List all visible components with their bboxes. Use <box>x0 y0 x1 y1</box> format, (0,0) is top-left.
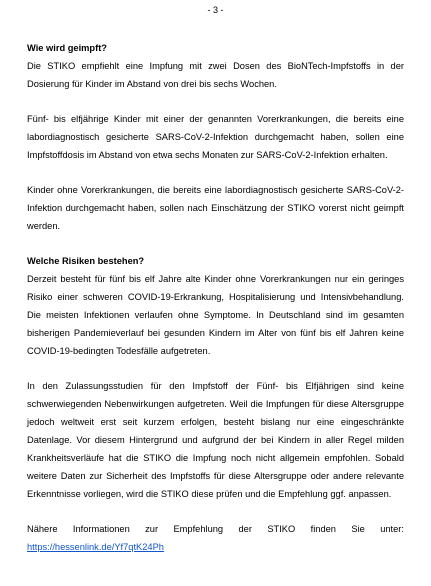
section-heading-vaccination: Wie wird geimpft? <box>27 43 107 53</box>
paragraph: Die STIKO empfiehlt eine Impfung mit zwei Dosen des BioNTech-Impfstoffs in der Dosierung für Kinder im Abstand von drei bis sechs Wochen. <box>27 61 404 89</box>
page-number: - 3 - <box>207 5 224 15</box>
paragraph: Kinder ohne Vorerkrankungen, die bereits eine labordiagnostisch gesicherte SARS-CoV-2-Infektion durchgemacht haben, sollen nach Einschätzung der STIKO vorerst nicht geimpft werden. <box>27 185 404 231</box>
paragraph: Fünf- bis elfjährige Kinder mit einer der genannten Vorerkrankungen, die bereits eine labordiagnostisch gesicherte SARS-CoV-2-Infektion durchgemacht haben, sollen eine Impfstoffdosis im Abstand von etwa sechs Monaten zur SARS-CoV-2-Infektion erhalten. <box>27 114 404 160</box>
document-body <box>27 39 404 556</box>
footer-paragraph <box>27 520 404 556</box>
paragraph: Derzeit besteht für fünf bis elf Jahre alte Kinder ohne Vorerkrankungen nur ein geringes Risiko einer schweren COVID-19-Erkrankung, Hospitalisierung und Intensivbehandlung. Die meisten Infektionen verlaufen ohne Symptome. In Deutschland sind im gesamten bisherigen Pandemieverlauf bei gesunden Kindern im Alter von fünf bis elf Jahren keine COVID-19-bedingten Todesfälle aufgetreten. <box>27 274 404 356</box>
footer-text: Nähere Informationen zur Empfehlung der STIKO finden Sie unter: <box>27 524 404 534</box>
paragraph: In den Zulassungsstudien für den Impfstoff der Fünf- bis Elfjährigen sind keine schwerwiegenden Nebenwirkungen aufgetreten. Weil die Impfungen für diese Altersgruppe jedoch weltweit erst seit kurzem erfolgen, besteht bislang nur eine eingeschränkte Datenlage. Vor diesem Hintergrund und aufgrund der bei Kindern in aller Regel milden Krankheitsverläufe hat die STIKO die Impfung noch nicht allgemein empfohlen. Sobald weitere Daten zur Sicherheit des Impfstoffs für diese Altersgruppe oder andere relevante Erkenntnisse vorliegen, wird die STIKO diese prüfen und die Empfehlung ggf. anpassen. <box>27 381 404 499</box>
info-link[interactable]: https://hessenlink.de/Yf7qtK24Ph <box>27 542 164 552</box>
section-heading-risks: Welche Risiken bestehen? <box>27 256 145 266</box>
